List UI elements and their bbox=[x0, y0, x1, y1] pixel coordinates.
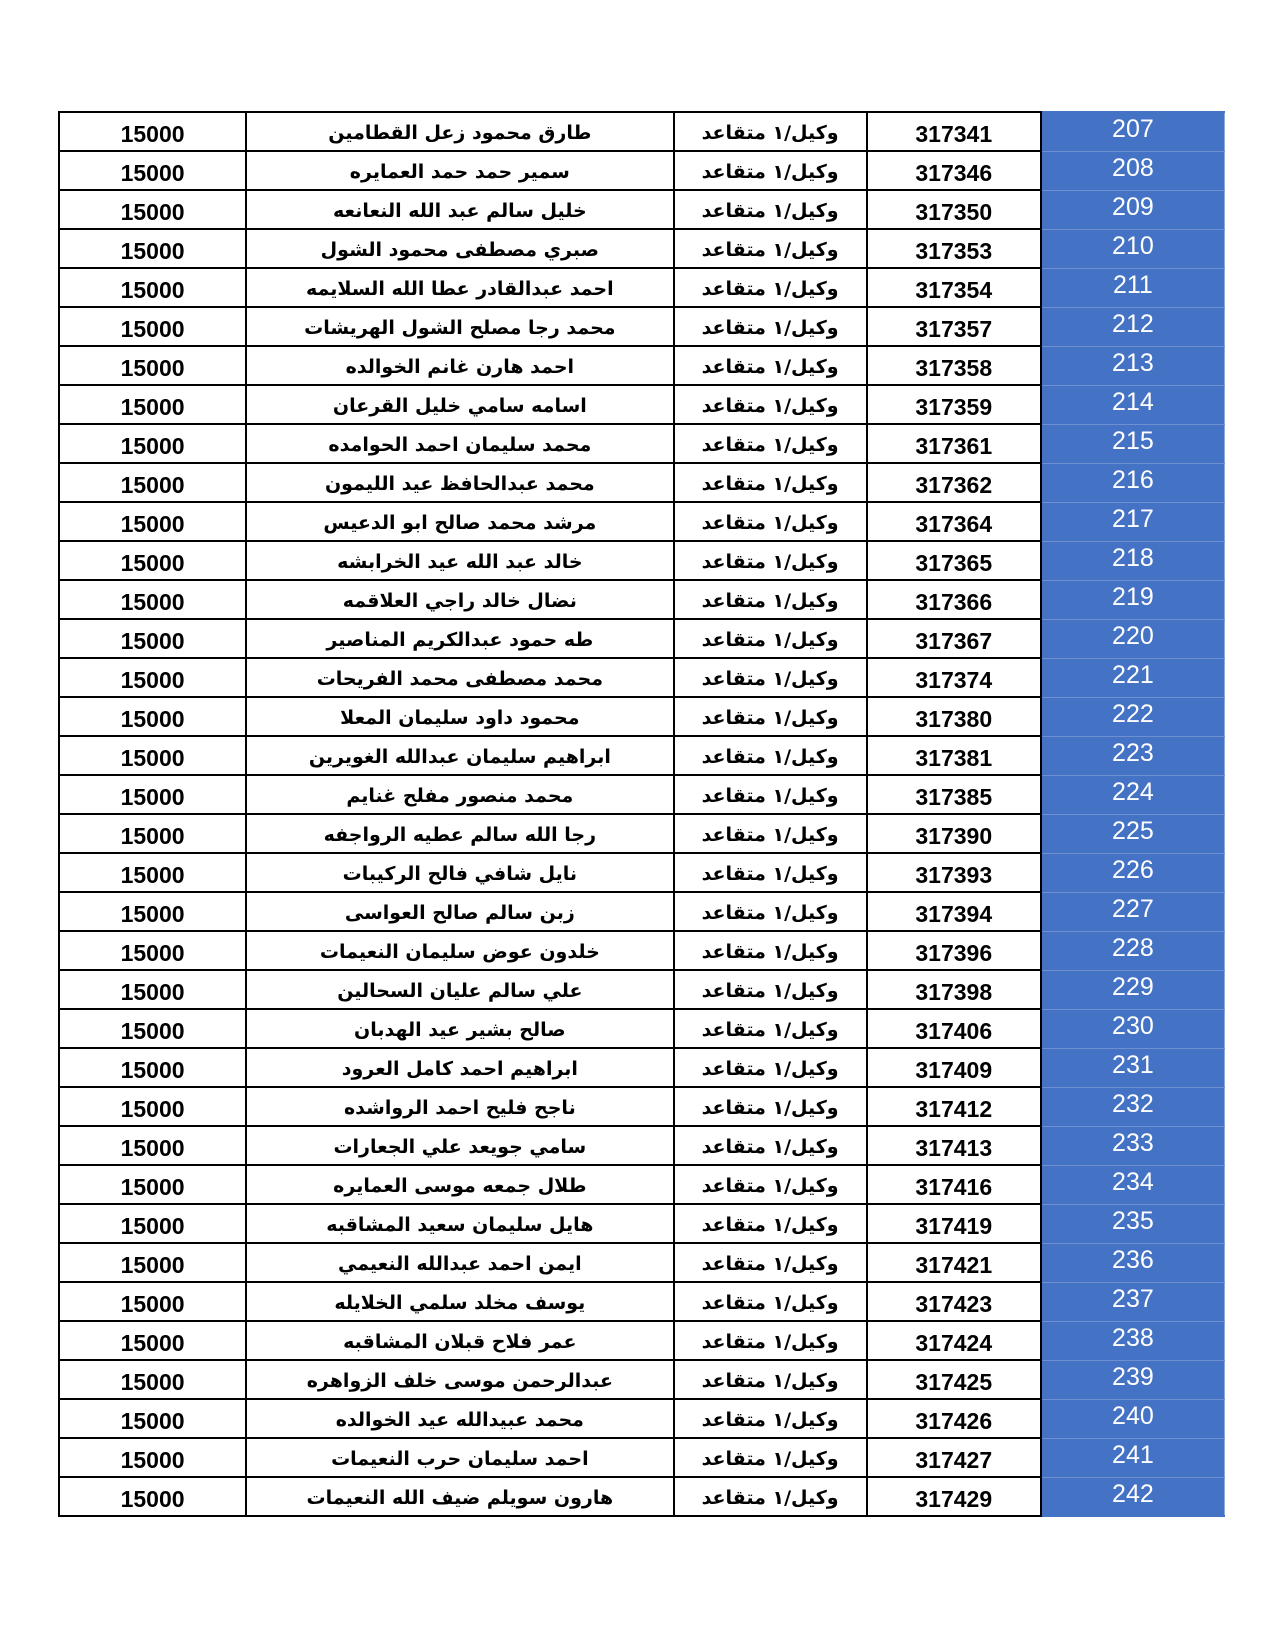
id-cell: 317409 bbox=[867, 1048, 1041, 1087]
table-row bbox=[59, 151, 1225, 190]
id-cell: 317353 bbox=[867, 229, 1041, 268]
amount-cell: 15000 bbox=[59, 1438, 246, 1477]
name-cell: مرشد محمد صالح ابو الدعيس bbox=[246, 502, 673, 541]
id-cell: 317425 bbox=[867, 1360, 1041, 1399]
name-cell: صبري مصطفى محمود الشول bbox=[246, 229, 673, 268]
table-row bbox=[59, 1204, 1225, 1243]
name-cell: خالد عبد الله عيد الخرابشه bbox=[246, 541, 673, 580]
id-cell: 317393 bbox=[867, 853, 1041, 892]
seq-cell: 227 bbox=[1041, 892, 1225, 931]
amount-cell: 15000 bbox=[59, 931, 246, 970]
id-cell: 317358 bbox=[867, 346, 1041, 385]
amount-cell: 15000 bbox=[59, 1321, 246, 1360]
table-row bbox=[59, 424, 1225, 463]
id-cell: 317427 bbox=[867, 1438, 1041, 1477]
id-cell: 317374 bbox=[867, 658, 1041, 697]
amount-cell: 15000 bbox=[59, 775, 246, 814]
amount-cell: 15000 bbox=[59, 502, 246, 541]
name-cell: اسامه سامي خليل القرعان bbox=[246, 385, 673, 424]
id-cell: 317366 bbox=[867, 580, 1041, 619]
amount-cell: 15000 bbox=[59, 346, 246, 385]
seq-cell: 232 bbox=[1041, 1087, 1225, 1126]
id-cell: 317426 bbox=[867, 1399, 1041, 1438]
table-row bbox=[59, 502, 1225, 541]
seq-cell: 222 bbox=[1041, 697, 1225, 736]
id-cell: 317350 bbox=[867, 190, 1041, 229]
id-cell: 317412 bbox=[867, 1087, 1041, 1126]
id-cell: 317416 bbox=[867, 1165, 1041, 1204]
table-row bbox=[59, 1399, 1225, 1438]
table-row bbox=[59, 190, 1225, 229]
seq-cell: 221 bbox=[1041, 658, 1225, 697]
amount-cell: 15000 bbox=[59, 892, 246, 931]
table-row bbox=[59, 580, 1225, 619]
id-cell: 317421 bbox=[867, 1243, 1041, 1282]
rank-cell: وكيل/١ متقاعد bbox=[674, 970, 867, 1009]
name-cell: يوسف مخلد سلمي الخلايله bbox=[246, 1282, 673, 1321]
rank-cell: وكيل/١ متقاعد bbox=[674, 931, 867, 970]
id-cell: 317362 bbox=[867, 463, 1041, 502]
id-cell: 317341 bbox=[867, 112, 1041, 151]
id-cell: 317390 bbox=[867, 814, 1041, 853]
rank-cell: وكيل/١ متقاعد bbox=[674, 736, 867, 775]
seq-cell: 231 bbox=[1041, 1048, 1225, 1087]
amount-cell: 15000 bbox=[59, 619, 246, 658]
seq-cell: 212 bbox=[1041, 307, 1225, 346]
rank-cell: وكيل/١ متقاعد bbox=[674, 1204, 867, 1243]
table-row bbox=[59, 1477, 1225, 1516]
name-cell: رجا الله سالم عطيه الرواجفه bbox=[246, 814, 673, 853]
seq-cell: 211 bbox=[1041, 268, 1225, 307]
seq-cell: 240 bbox=[1041, 1399, 1225, 1438]
table-row bbox=[59, 931, 1225, 970]
name-cell: نايل شافي فالح الركيبات bbox=[246, 853, 673, 892]
seq-cell: 214 bbox=[1041, 385, 1225, 424]
rank-cell: وكيل/١ متقاعد bbox=[674, 1438, 867, 1477]
amount-cell: 15000 bbox=[59, 814, 246, 853]
table-row bbox=[59, 307, 1225, 346]
rank-cell: وكيل/١ متقاعد bbox=[674, 424, 867, 463]
seq-cell: 239 bbox=[1041, 1360, 1225, 1399]
name-cell: سامي جويعد علي الجعارات bbox=[246, 1126, 673, 1165]
id-cell: 317346 bbox=[867, 151, 1041, 190]
table-row bbox=[59, 541, 1225, 580]
amount-cell: 15000 bbox=[59, 541, 246, 580]
rank-cell: وكيل/١ متقاعد bbox=[674, 775, 867, 814]
name-cell: محمد سليمان احمد الحوامده bbox=[246, 424, 673, 463]
seq-cell: 215 bbox=[1041, 424, 1225, 463]
id-cell: 317361 bbox=[867, 424, 1041, 463]
name-cell: طارق محمود زعل القطامين bbox=[246, 112, 673, 151]
table-row bbox=[59, 346, 1225, 385]
table-row bbox=[59, 1243, 1225, 1282]
name-cell: طلال جمعه موسى العمايره bbox=[246, 1165, 673, 1204]
rank-cell: وكيل/١ متقاعد bbox=[674, 814, 867, 853]
seq-cell: 235 bbox=[1041, 1204, 1225, 1243]
rank-cell: وكيل/١ متقاعد bbox=[674, 1321, 867, 1360]
name-cell: محمد رجا مصلح الشول الهريشات bbox=[246, 307, 673, 346]
rank-cell: وكيل/١ متقاعد bbox=[674, 1126, 867, 1165]
seq-cell: 217 bbox=[1041, 502, 1225, 541]
seq-cell: 219 bbox=[1041, 580, 1225, 619]
rank-cell: وكيل/١ متقاعد bbox=[674, 658, 867, 697]
rank-cell: وكيل/١ متقاعد bbox=[674, 1243, 867, 1282]
id-cell: 317396 bbox=[867, 931, 1041, 970]
seq-cell: 208 bbox=[1041, 151, 1225, 190]
name-cell: سمير حمد حمد العمايره bbox=[246, 151, 673, 190]
amount-cell: 15000 bbox=[59, 1399, 246, 1438]
seq-cell: 218 bbox=[1041, 541, 1225, 580]
rank-cell: وكيل/١ متقاعد bbox=[674, 229, 867, 268]
table-row bbox=[59, 1282, 1225, 1321]
seq-cell: 225 bbox=[1041, 814, 1225, 853]
amount-cell: 15000 bbox=[59, 1048, 246, 1087]
id-cell: 317429 bbox=[867, 1477, 1041, 1516]
id-cell: 317406 bbox=[867, 1009, 1041, 1048]
amount-cell: 15000 bbox=[59, 1126, 246, 1165]
seq-cell: 229 bbox=[1041, 970, 1225, 1009]
seq-cell: 236 bbox=[1041, 1243, 1225, 1282]
id-cell: 317359 bbox=[867, 385, 1041, 424]
table-row bbox=[59, 619, 1225, 658]
name-cell: ايمن احمد عبدالله النعيمي bbox=[246, 1243, 673, 1282]
amount-cell: 15000 bbox=[59, 1282, 246, 1321]
table-row bbox=[59, 463, 1225, 502]
id-cell: 317364 bbox=[867, 502, 1041, 541]
seq-cell: 237 bbox=[1041, 1282, 1225, 1321]
seq-cell: 228 bbox=[1041, 931, 1225, 970]
seq-cell: 223 bbox=[1041, 736, 1225, 775]
id-cell: 317380 bbox=[867, 697, 1041, 736]
table-row bbox=[59, 229, 1225, 268]
rank-cell: وكيل/١ متقاعد bbox=[674, 1087, 867, 1126]
amount-cell: 15000 bbox=[59, 736, 246, 775]
seq-cell: 209 bbox=[1041, 190, 1225, 229]
id-cell: 317398 bbox=[867, 970, 1041, 1009]
table-row bbox=[59, 1087, 1225, 1126]
amount-cell: 15000 bbox=[59, 697, 246, 736]
records-table bbox=[58, 111, 1225, 1517]
seq-cell: 224 bbox=[1041, 775, 1225, 814]
table-row bbox=[59, 658, 1225, 697]
name-cell: احمد سليمان حرب النعيمات bbox=[246, 1438, 673, 1477]
table-row bbox=[59, 775, 1225, 814]
seq-cell: 238 bbox=[1041, 1321, 1225, 1360]
rank-cell: وكيل/١ متقاعد bbox=[674, 1477, 867, 1516]
seq-cell: 210 bbox=[1041, 229, 1225, 268]
rank-cell: وكيل/١ متقاعد bbox=[674, 853, 867, 892]
rank-cell: وكيل/١ متقاعد bbox=[674, 307, 867, 346]
seq-cell: 233 bbox=[1041, 1126, 1225, 1165]
rank-cell: وكيل/١ متقاعد bbox=[674, 346, 867, 385]
table-row bbox=[59, 1048, 1225, 1087]
rank-cell: وكيل/١ متقاعد bbox=[674, 1282, 867, 1321]
rank-cell: وكيل/١ متقاعد bbox=[674, 151, 867, 190]
table-row bbox=[59, 814, 1225, 853]
amount-cell: 15000 bbox=[59, 151, 246, 190]
table-row bbox=[59, 1321, 1225, 1360]
name-cell: خليل سالم عبد الله النعانعه bbox=[246, 190, 673, 229]
seq-cell: 226 bbox=[1041, 853, 1225, 892]
name-cell: نضال خالد راجي العلاقمه bbox=[246, 580, 673, 619]
name-cell: محمد مصطفى محمد الفريحات bbox=[246, 658, 673, 697]
table-row bbox=[59, 1165, 1225, 1204]
amount-cell: 15000 bbox=[59, 229, 246, 268]
rank-cell: وكيل/١ متقاعد bbox=[674, 619, 867, 658]
id-cell: 317357 bbox=[867, 307, 1041, 346]
name-cell: احمد عبدالقادر عطا الله السلايمه bbox=[246, 268, 673, 307]
table-row bbox=[59, 385, 1225, 424]
amount-cell: 15000 bbox=[59, 1165, 246, 1204]
id-cell: 317413 bbox=[867, 1126, 1041, 1165]
seq-cell: 207 bbox=[1041, 112, 1225, 151]
table-row bbox=[59, 112, 1225, 151]
id-cell: 317385 bbox=[867, 775, 1041, 814]
rank-cell: وكيل/١ متقاعد bbox=[674, 112, 867, 151]
seq-cell: 216 bbox=[1041, 463, 1225, 502]
table-row bbox=[59, 1438, 1225, 1477]
id-cell: 317423 bbox=[867, 1282, 1041, 1321]
rank-cell: وكيل/١ متقاعد bbox=[674, 1165, 867, 1204]
amount-cell: 15000 bbox=[59, 1243, 246, 1282]
name-cell: عبدالرحمن موسى خلف الزواهره bbox=[246, 1360, 673, 1399]
table-row bbox=[59, 1126, 1225, 1165]
id-cell: 317367 bbox=[867, 619, 1041, 658]
rank-cell: وكيل/١ متقاعد bbox=[674, 892, 867, 931]
table-row bbox=[59, 892, 1225, 931]
id-cell: 317419 bbox=[867, 1204, 1041, 1243]
amount-cell: 15000 bbox=[59, 463, 246, 502]
rank-cell: وكيل/١ متقاعد bbox=[674, 1048, 867, 1087]
amount-cell: 15000 bbox=[59, 658, 246, 697]
table-row bbox=[59, 1009, 1225, 1048]
amount-cell: 15000 bbox=[59, 580, 246, 619]
name-cell: محمد عبدالحافظ عيد الليمون bbox=[246, 463, 673, 502]
rank-cell: وكيل/١ متقاعد bbox=[674, 1009, 867, 1048]
table-row bbox=[59, 736, 1225, 775]
rank-cell: وكيل/١ متقاعد bbox=[674, 385, 867, 424]
name-cell: ناجح فليح احمد الرواشده bbox=[246, 1087, 673, 1126]
table-row bbox=[59, 970, 1225, 1009]
name-cell: هايل سليمان سعيد المشاقبه bbox=[246, 1204, 673, 1243]
amount-cell: 15000 bbox=[59, 1087, 246, 1126]
rank-cell: وكيل/١ متقاعد bbox=[674, 580, 867, 619]
amount-cell: 15000 bbox=[59, 307, 246, 346]
seq-cell: 234 bbox=[1041, 1165, 1225, 1204]
name-cell: محمد منصور مفلح غنايم bbox=[246, 775, 673, 814]
name-cell: علي سالم عليان السحالين bbox=[246, 970, 673, 1009]
amount-cell: 15000 bbox=[59, 424, 246, 463]
name-cell: محمد عبيدالله عيد الخوالده bbox=[246, 1399, 673, 1438]
amount-cell: 15000 bbox=[59, 853, 246, 892]
seq-cell: 241 bbox=[1041, 1438, 1225, 1477]
name-cell: عمر فلاح قبلان المشاقبه bbox=[246, 1321, 673, 1360]
rank-cell: وكيل/١ متقاعد bbox=[674, 1399, 867, 1438]
seq-cell: 220 bbox=[1041, 619, 1225, 658]
table-row bbox=[59, 853, 1225, 892]
name-cell: صالح بشير عيد الهدبان bbox=[246, 1009, 673, 1048]
seq-cell: 230 bbox=[1041, 1009, 1225, 1048]
rank-cell: وكيل/١ متقاعد bbox=[674, 268, 867, 307]
rank-cell: وكيل/١ متقاعد bbox=[674, 463, 867, 502]
name-cell: طه حمود عبدالكريم المناصير bbox=[246, 619, 673, 658]
amount-cell: 15000 bbox=[59, 268, 246, 307]
amount-cell: 15000 bbox=[59, 112, 246, 151]
rank-cell: وكيل/١ متقاعد bbox=[674, 190, 867, 229]
records-body bbox=[59, 112, 1225, 1516]
table-row bbox=[59, 268, 1225, 307]
amount-cell: 15000 bbox=[59, 385, 246, 424]
rank-cell: وكيل/١ متقاعد bbox=[674, 502, 867, 541]
seq-cell: 213 bbox=[1041, 346, 1225, 385]
rank-cell: وكيل/١ متقاعد bbox=[674, 1360, 867, 1399]
amount-cell: 15000 bbox=[59, 1477, 246, 1516]
table-row bbox=[59, 697, 1225, 736]
id-cell: 317394 bbox=[867, 892, 1041, 931]
amount-cell: 15000 bbox=[59, 1204, 246, 1243]
name-cell: محمود داود سليمان المعلا bbox=[246, 697, 673, 736]
id-cell: 317365 bbox=[867, 541, 1041, 580]
seq-cell: 242 bbox=[1041, 1477, 1225, 1516]
amount-cell: 15000 bbox=[59, 1009, 246, 1048]
id-cell: 317424 bbox=[867, 1321, 1041, 1360]
id-cell: 317381 bbox=[867, 736, 1041, 775]
name-cell: ابراهيم سليمان عبدالله الغويرين bbox=[246, 736, 673, 775]
name-cell: زبن سالم صالح العواسى bbox=[246, 892, 673, 931]
amount-cell: 15000 bbox=[59, 970, 246, 1009]
name-cell: احمد هارن غانم الخوالده bbox=[246, 346, 673, 385]
rank-cell: وكيل/١ متقاعد bbox=[674, 697, 867, 736]
amount-cell: 15000 bbox=[59, 190, 246, 229]
table-row bbox=[59, 1360, 1225, 1399]
name-cell: هارون سويلم ضيف الله النعيمات bbox=[246, 1477, 673, 1516]
id-cell: 317354 bbox=[867, 268, 1041, 307]
amount-cell: 15000 bbox=[59, 1360, 246, 1399]
name-cell: خلدون عوض سليمان النعيمات bbox=[246, 931, 673, 970]
name-cell: ابراهيم احمد كامل العرود bbox=[246, 1048, 673, 1087]
rank-cell: وكيل/١ متقاعد bbox=[674, 541, 867, 580]
